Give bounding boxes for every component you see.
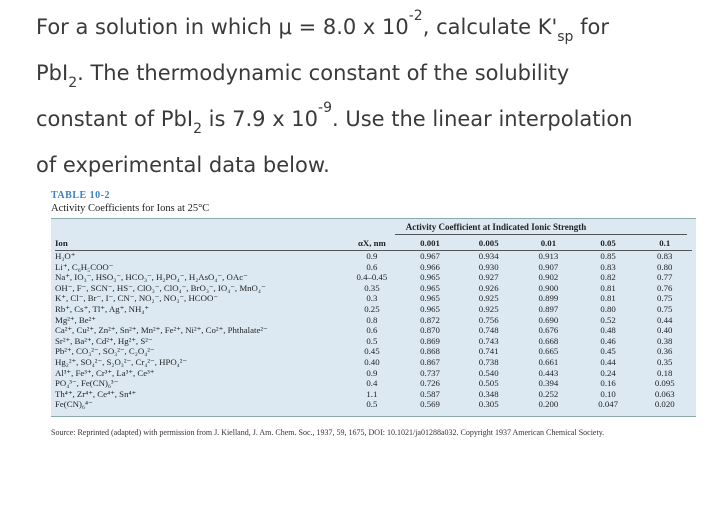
- activity-table: [55, 235, 692, 410]
- value-cell: 0.897: [538, 303, 559, 314]
- value-cell: 0.966: [420, 261, 440, 272]
- question-text-segment: For a solution in which μ = 8.0 x 10: [36, 15, 409, 39]
- exponent: -9: [318, 100, 332, 116]
- value-cell: 0.36: [657, 346, 673, 357]
- question-text-segment: constant of PbI: [36, 107, 194, 131]
- ion-cell: K⁺, Cl⁻, Br⁻, I⁻, CN⁻, NO₂⁻, NO₃⁻, HCOO⁻: [55, 293, 219, 304]
- value-cell: 0.899: [538, 293, 559, 304]
- question-line-1: [36, 4, 716, 50]
- value-cell: 0.756: [478, 314, 499, 325]
- value-cell: 0.5: [366, 335, 378, 346]
- value-cell: 0.587: [420, 388, 440, 399]
- value-cell: 0.25: [364, 303, 380, 314]
- ion-cell: Al³⁺, Fe³⁺, Cr³⁺, La³⁺, Ce³⁺: [55, 367, 155, 378]
- value-cell: 0.75: [657, 303, 673, 314]
- column-header: 0.05: [579, 235, 638, 251]
- column-header: 0.001: [401, 235, 460, 251]
- value-cell: 0.40: [364, 356, 380, 367]
- value-cell: 0.4–0.45: [356, 272, 388, 283]
- value-cell: 0.934: [478, 251, 499, 261]
- value-cell: 0.394: [538, 378, 559, 389]
- value-cell: 0.927: [478, 272, 499, 283]
- value-cell: 0.965: [420, 272, 440, 283]
- value-cell: 0.737: [420, 367, 440, 378]
- value-cell: 0.869: [420, 335, 440, 346]
- value-cell: 0.44: [600, 356, 616, 367]
- value-cell: 0.665: [538, 346, 559, 357]
- ion-cell: Rb⁺, Cs⁺, Tl⁺, Ag⁺, NH₄⁺: [55, 303, 150, 314]
- value-cell: 0.743: [478, 335, 499, 346]
- table-row: [55, 389, 692, 400]
- value-cell: 0.047: [598, 399, 619, 410]
- question-text-segment: for: [573, 15, 609, 39]
- ion-cell: Hg₂²⁺, SO₄²⁻, S₂O₃²⁻, Cr₄²⁻, HPO₄²⁻: [55, 356, 188, 367]
- table-row: [55, 272, 692, 283]
- question-text-segment: PbI: [36, 61, 69, 85]
- table-row: [55, 315, 692, 326]
- value-cell: 0.305: [478, 399, 499, 410]
- value-cell: 0.9: [366, 251, 378, 261]
- table-row: [55, 293, 692, 304]
- subscript: sp: [557, 29, 574, 45]
- value-cell: 0.18: [657, 367, 673, 378]
- value-cell: 0.925: [478, 293, 499, 304]
- subscript: 2: [193, 121, 202, 137]
- table-body: [55, 251, 692, 410]
- value-cell: 0.16: [600, 378, 616, 389]
- value-cell: 0.741: [478, 346, 499, 357]
- ion-cell: Pb²⁺, CO₃²⁻, SO₃²⁻, C₂O₄²⁻: [55, 346, 155, 357]
- question-text-segment: . Use the linear interpolation: [332, 107, 633, 131]
- table-row: [55, 304, 692, 315]
- value-cell: 0.80: [600, 303, 616, 314]
- question-text-segment: , calculate K': [422, 15, 558, 39]
- table-header-row: [55, 235, 692, 251]
- value-cell: 0.82: [600, 272, 616, 283]
- ion-cell: PO₄³⁻, Fe(CN)₆³⁻: [55, 378, 119, 389]
- value-cell: 0.40: [657, 325, 673, 336]
- value-cell: 0.965: [420, 303, 440, 314]
- ion-cell: Sr²⁺, Ba²⁺, Cd²⁺, Hg²⁺, S²⁻: [55, 335, 153, 346]
- table-row: [55, 262, 692, 273]
- value-cell: 0.925: [478, 303, 499, 314]
- value-cell: 0.095: [654, 378, 675, 389]
- table-row: [55, 399, 692, 410]
- value-cell: 0.569: [420, 399, 440, 410]
- value-cell: 0.252: [538, 388, 559, 399]
- value-cell: 0.913: [538, 251, 559, 261]
- value-cell: 0.443: [538, 367, 559, 378]
- value-cell: 0.926: [478, 282, 499, 293]
- value-cell: 0.870: [420, 325, 440, 336]
- table-row: [55, 368, 692, 379]
- question-text-segment: is 7.9 x 10: [202, 107, 319, 131]
- question-text-segment: . The thermodynamic constant of the solubility: [77, 61, 570, 85]
- ion-cell: H₃O⁺: [55, 251, 76, 261]
- table-row: [55, 251, 692, 262]
- value-cell: 0.063: [654, 388, 675, 399]
- value-cell: 0.348: [478, 388, 499, 399]
- value-cell: 0.46: [600, 335, 616, 346]
- value-cell: 0.676: [538, 325, 559, 336]
- value-cell: 0.902: [538, 272, 559, 283]
- value-cell: 0.868: [420, 346, 440, 357]
- exponent: -2: [408, 8, 423, 24]
- value-cell: 0.900: [538, 282, 559, 293]
- value-cell: 0.5: [366, 399, 378, 410]
- question-line-3: [36, 96, 716, 142]
- source-note: Source: Reprinted (adapted) with permission from J. Kielland, J. Am. Chem. Soc., 1937, 59, 1675, DOI: 10.1021/ja01288a032. Copyright 1937 American Chemical Society.: [51, 427, 605, 437]
- table-row: [55, 346, 692, 357]
- ion-cell: Ca²⁺, Cu²⁺, Zn²⁺, Sn²⁺, Mn²⁺, Fe²⁺, Ni²⁺, Co²⁺, Phthalate²⁻: [55, 325, 268, 336]
- question-line-2: [36, 50, 716, 96]
- value-cell: 0.020: [654, 399, 675, 410]
- ion-cell: Li⁺, C₆H₅COO⁻: [55, 261, 114, 272]
- column-header: αX, nm: [343, 235, 401, 251]
- value-cell: 0.35: [657, 356, 673, 367]
- table-row: [55, 357, 692, 368]
- value-cell: 0.907: [538, 261, 559, 272]
- ion-cell: Na⁺, IO₃⁻, HSO₃⁻, HCO₃⁻, H₂PO₄⁻, H₂AsO₄⁻, OAc⁻: [55, 272, 248, 283]
- value-cell: 1.1: [366, 388, 378, 399]
- question-line-4: of experimental data below.: [36, 153, 330, 177]
- value-cell: 0.35: [364, 282, 380, 293]
- value-cell: 0.81: [600, 282, 616, 293]
- table-label: TABLE 10-2: [51, 190, 110, 201]
- value-cell: 0.8: [366, 314, 378, 325]
- ion-cell: Mg²⁺, Be²⁺: [55, 314, 96, 325]
- value-cell: 0.44: [657, 314, 673, 325]
- value-cell: 0.81: [600, 293, 616, 304]
- value-cell: 0.738: [478, 356, 499, 367]
- ion-cell: OH⁻, F⁻, SCN⁻, HS⁻, ClO₃⁻, ClO₄⁻, BrO₃⁻, IO₄⁻, MnO₄⁻: [55, 282, 266, 293]
- value-cell: 0.6: [366, 325, 378, 336]
- value-cell: 0.3: [366, 293, 378, 304]
- value-cell: 0.748: [478, 325, 499, 336]
- table-row: [55, 325, 692, 336]
- value-cell: 0.45: [600, 346, 616, 357]
- table-figure: [51, 190, 696, 439]
- value-cell: 0.38: [657, 335, 673, 346]
- value-cell: 0.76: [657, 282, 673, 293]
- ion-cell: Fe(CN)₆⁴⁻: [55, 399, 93, 410]
- value-cell: 0.83: [600, 261, 616, 272]
- table-row: [55, 283, 692, 294]
- value-cell: 0.45: [364, 346, 380, 357]
- value-cell: 0.726: [420, 378, 440, 389]
- value-cell: 0.668: [538, 335, 559, 346]
- value-cell: 0.965: [420, 282, 440, 293]
- value-cell: 0.200: [538, 399, 559, 410]
- value-cell: 0.967: [420, 251, 440, 261]
- column-header: 0.1: [637, 235, 692, 251]
- value-cell: 0.930: [478, 261, 499, 272]
- value-cell: 0.52: [600, 314, 616, 325]
- value-cell: 0.48: [600, 325, 616, 336]
- value-cell: 0.540: [478, 367, 499, 378]
- column-header: 0.005: [459, 235, 518, 251]
- value-cell: 0.505: [478, 378, 499, 389]
- value-cell: 0.9: [366, 367, 378, 378]
- question-text: [36, 4, 716, 188]
- value-cell: 0.661: [538, 356, 559, 367]
- table-row: [55, 378, 692, 389]
- value-cell: 0.872: [420, 314, 440, 325]
- value-cell: 0.77: [657, 272, 673, 283]
- table-row: [55, 336, 692, 347]
- value-cell: 0.4: [366, 378, 378, 389]
- value-cell: 0.75: [657, 293, 673, 304]
- value-cell: 0.690: [538, 314, 559, 325]
- value-cell: 0.10: [600, 388, 616, 399]
- value-cell: 0.867: [420, 356, 440, 367]
- table-title: Activity Coefficients for Ions at 25°C: [51, 203, 210, 214]
- ion-cell: Th⁴⁺, Zr⁴⁺, Ce⁴⁺, Sn⁴⁺: [55, 388, 137, 399]
- value-cell: 0.85: [600, 251, 616, 261]
- group-header: Activity Coefficient at Indicated Ionic Strength: [405, 222, 587, 232]
- subscript: 2: [68, 75, 78, 91]
- value-cell: 0.6: [366, 261, 378, 272]
- table-box: [51, 218, 696, 417]
- value-cell: 0.24: [600, 367, 616, 378]
- column-header: Ion: [55, 235, 343, 251]
- value-cell: 0.965: [420, 293, 440, 304]
- value-cell: 0.80: [657, 261, 673, 272]
- column-header: 0.01: [518, 235, 579, 251]
- value-cell: 0.83: [657, 251, 673, 261]
